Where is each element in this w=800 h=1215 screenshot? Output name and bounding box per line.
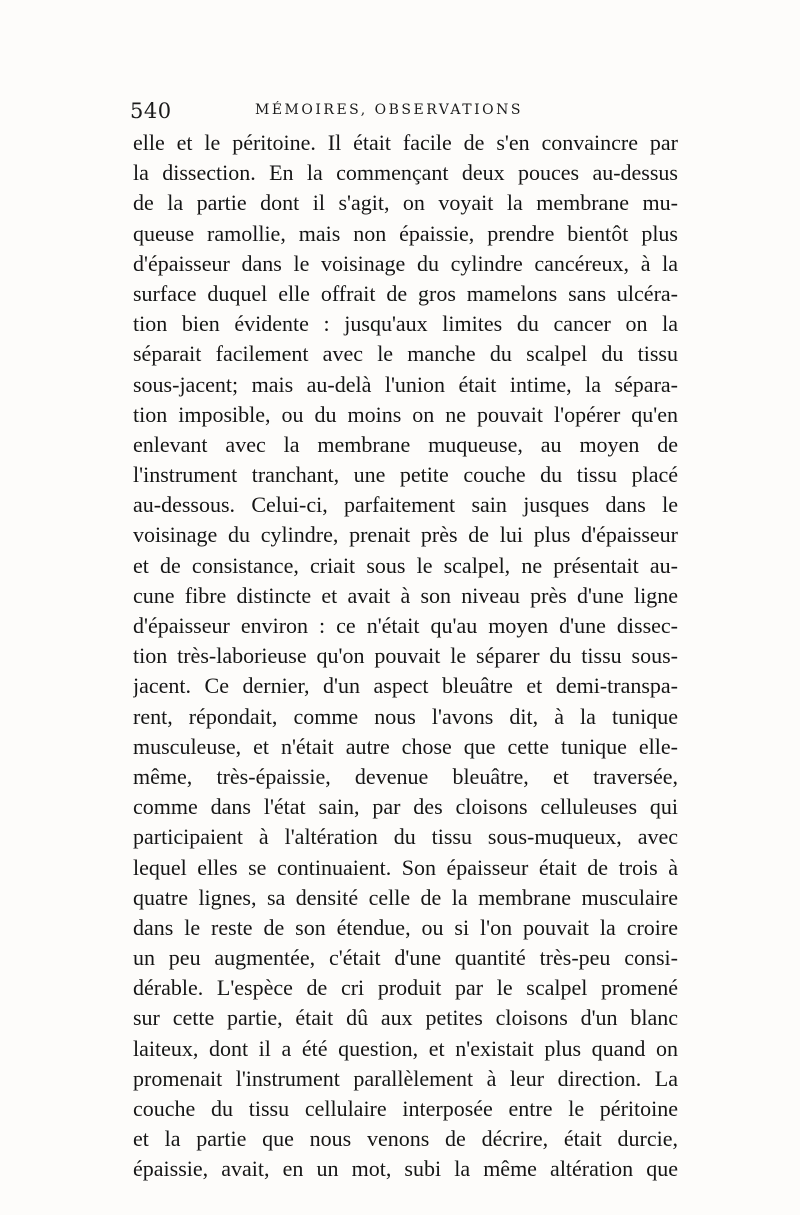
- text-line: épaissie, avait, en un mot, subi la même altération que: [133, 1156, 678, 1182]
- page-number: 540: [130, 99, 172, 123]
- text-line: d'épaisseur environ : ce n'était qu'au moyen d'une dissec-: [133, 613, 678, 638]
- text-line: quatre lignes, sa densité celle de la membrane musculaire: [133, 884, 678, 910]
- text-line: sur cette partie, était dû aux petites cloisons d'un blanc: [133, 1005, 678, 1031]
- text-line: comme dans l'état sain, par des cloisons celluleuses qui: [133, 794, 678, 820]
- text-line: un peu augmentée, c'était d'une quantité très-peu consi-: [133, 945, 678, 971]
- text-line: tion très-laborieuse qu'on pouvait le séparer du tissu sous-: [133, 643, 678, 669]
- text-line: elle et le péritoine. Il était facile de s'en convaincre par: [133, 130, 678, 155]
- text-line: et la partie que nous venons de décrire, était durcie,: [133, 1126, 678, 1152]
- text-line: séparait facilement avec le manche du scalpel du tissu: [133, 341, 678, 367]
- page-header: [130, 99, 682, 127]
- text-line: surface duquel elle offrait de gros mamelons sans ulcéra-: [133, 280, 678, 306]
- text-line: d'épaisseur dans le voisinage du cylindre cancéreux, à la: [133, 250, 678, 276]
- text-line: dans le reste de son étendue, ou si l'on pouvait la croire: [133, 914, 678, 940]
- text-line: lequel elles se continuaient. Son épaisseur était de trois à: [133, 854, 678, 880]
- text-line: cune fibre distincte et avait à son niveau près d'une ligne: [133, 582, 678, 608]
- text-line: même, très-épaissie, devenue bleuâtre, et traversée,: [133, 763, 678, 789]
- text-line: queuse ramollie, mais non épaissie, prendre bientôt plus: [133, 220, 678, 246]
- text-line: jacent. Ce dernier, d'un aspect bleuâtre et demi-transpa-: [133, 673, 678, 699]
- text-line: la dissection. En la commençant deux pouces au-dessus: [133, 160, 678, 186]
- text-line: rent, répondait, comme nous l'avons dit, à la tunique: [133, 703, 678, 729]
- text-line: tion bien évidente : jusqu'aux limites du cancer on la: [133, 311, 678, 337]
- text-line: voisinage du cylindre, prenait près de lui plus d'épaisseur: [133, 522, 678, 548]
- text-line: participaient à l'altération du tissu sous-muqueux, avec: [133, 824, 678, 850]
- text-line: de la partie dont il s'agit, on voyait la membrane mu-: [133, 190, 678, 216]
- text-line: enlevant avec la membrane muqueuse, au moyen de: [133, 431, 678, 457]
- running-head: MÉMOIRES, OBSERVATIONS: [255, 102, 523, 118]
- text-line: laiteux, dont il a été question, et n'existait plus quand on: [133, 1035, 678, 1061]
- text-line: couche du tissu cellulaire interposée entre le péritoine: [133, 1096, 678, 1121]
- text-line: tion imposible, ou du moins on ne pouvait l'opérer qu'en: [133, 401, 678, 427]
- text-line: au-dessous. Celui-ci, parfaitement sain jusques dans le: [133, 492, 678, 518]
- text-line: et de consistance, criait sous le scalpel, ne présentait au-: [133, 552, 678, 578]
- text-line: sous-jacent; mais au-delà l'union était intime, la sépara-: [133, 371, 678, 397]
- text-line: promenait l'instrument parallèlement à leur direction. La: [133, 1065, 678, 1091]
- body-text: [133, 128, 678, 1185]
- text-line: l'instrument tranchant, une petite couche du tissu placé: [133, 462, 678, 488]
- text-line: dérable. L'espèce de cri produit par le scalpel promené: [133, 975, 678, 1001]
- text-line: musculeuse, et n'était autre chose que cette tunique elle-: [133, 733, 678, 759]
